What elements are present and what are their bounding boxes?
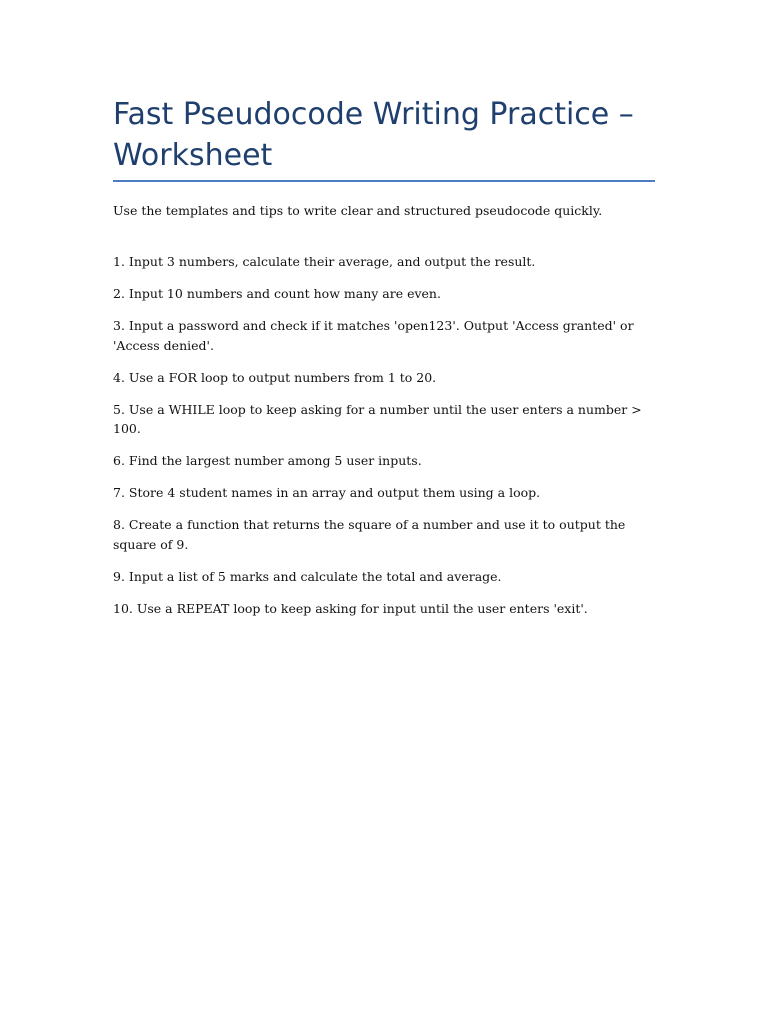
task-item-1: 1. Input 3 numbers, calculate their average, and output the result. [113,254,536,269]
task-item-6: 6. Find the largest number among 5 user inputs. [113,453,422,468]
task-item-8: 8. Create a function that returns the square of a number and use it to output the square of 9. [113,517,626,552]
task-item-2: 2. Input 10 numbers and count how many are even. [113,286,441,301]
task-item-5: 5. Use a WHILE loop to keep asking for a number until the user enters a number > 100. [113,401,642,436]
page-title: Fast Pseudocode Writing Practice – Worksheet [113,94,655,182]
intro-text: Use the templates and tips to write clear and structured pseudocode quickly. [113,203,603,218]
task-item-3: 3. Input a password and check if it matches 'open123'. Output 'Access granted' or 'Access denied'. [113,318,634,353]
task-item-10: 10. Use a REPEAT loop to keep asking for input until the user enters 'exit'. [113,600,588,616]
task-item-9: 9. Input a list of 5 marks and calculate the total and average. [113,568,502,584]
task-item-4: 4. Use a FOR loop to output numbers from 1 to 20. [113,369,437,385]
task-list [113,252,655,618]
task-item-7: 7. Store 4 student names in an array and output them using a loop. [113,485,541,500]
document-body [113,94,655,631]
